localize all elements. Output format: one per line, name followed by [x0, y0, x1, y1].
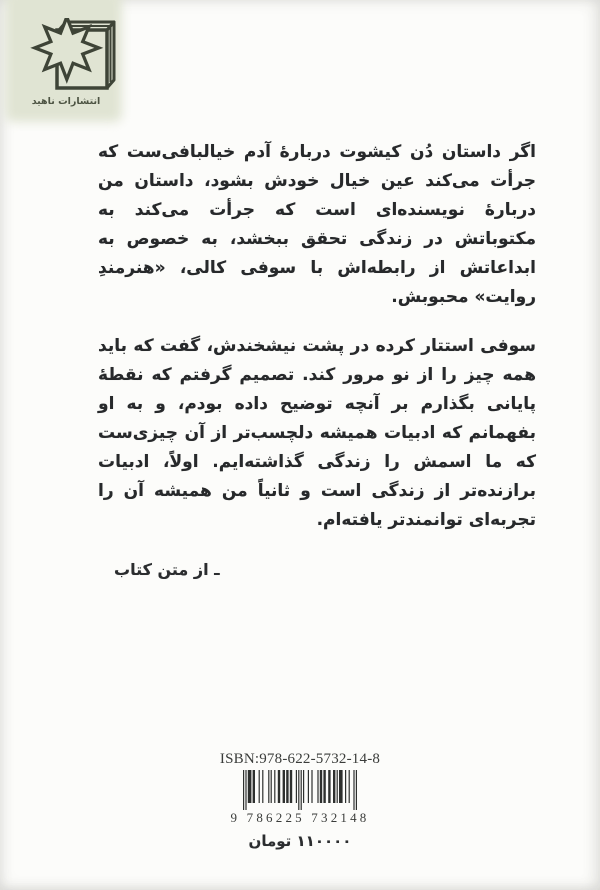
- price-label: ۱۱۰۰۰۰ تومان: [248, 832, 352, 850]
- book-star-logo-icon: [28, 18, 120, 98]
- isbn-barcode-block: [0, 751, 600, 850]
- publisher-name: انتشارات ناهید: [31, 96, 101, 107]
- blurb-attribution: ـ از متن کتاب: [114, 560, 220, 579]
- publisher-logo: [28, 18, 120, 98]
- back-cover-blurb: [98, 138, 536, 584]
- blurb-paragraph-1: اگر داستان دُن کیشوت دربارۀ آدم خیالبافی‌ست که جرأت می‌کند عین خیال خودش بشود، داستان من دربارۀ نویسنده‌ای است که جرأت می‌کند به مکتوباتش در زندگی تحقق ببخشد، به خصوص به ابداعاتش از رابطه‌اش با سوفی کالی، «هنرمندِ روایت» محبوبش.: [98, 142, 536, 307]
- ean13-barcode: [243, 770, 357, 810]
- barcode-digits: 9 786225 732148: [230, 810, 370, 825]
- blurb-paragraph-2: سوفی استتار کرده در پشت نیشخندش، گفت که باید همه چیز را از نو مرور کند. تصمیم گرفتم که نقطۀ پایانی بگذارم بر آنچه توضیح داده بودم، و به او بفهمانم که ادبیات همیشه دلچسب‌تر از آن چیزی‌ست که ما اسمش را زندگی گذاشته‌ایم. اولاً، ادبیات برازنده‌تر از زندگی است و ثانیاً من همیشه آن را تجربه‌ای توانمندتر یافته‌ام.: [98, 336, 536, 530]
- isbn-label: ISBN:978-622-5732-14-8: [219, 751, 381, 767]
